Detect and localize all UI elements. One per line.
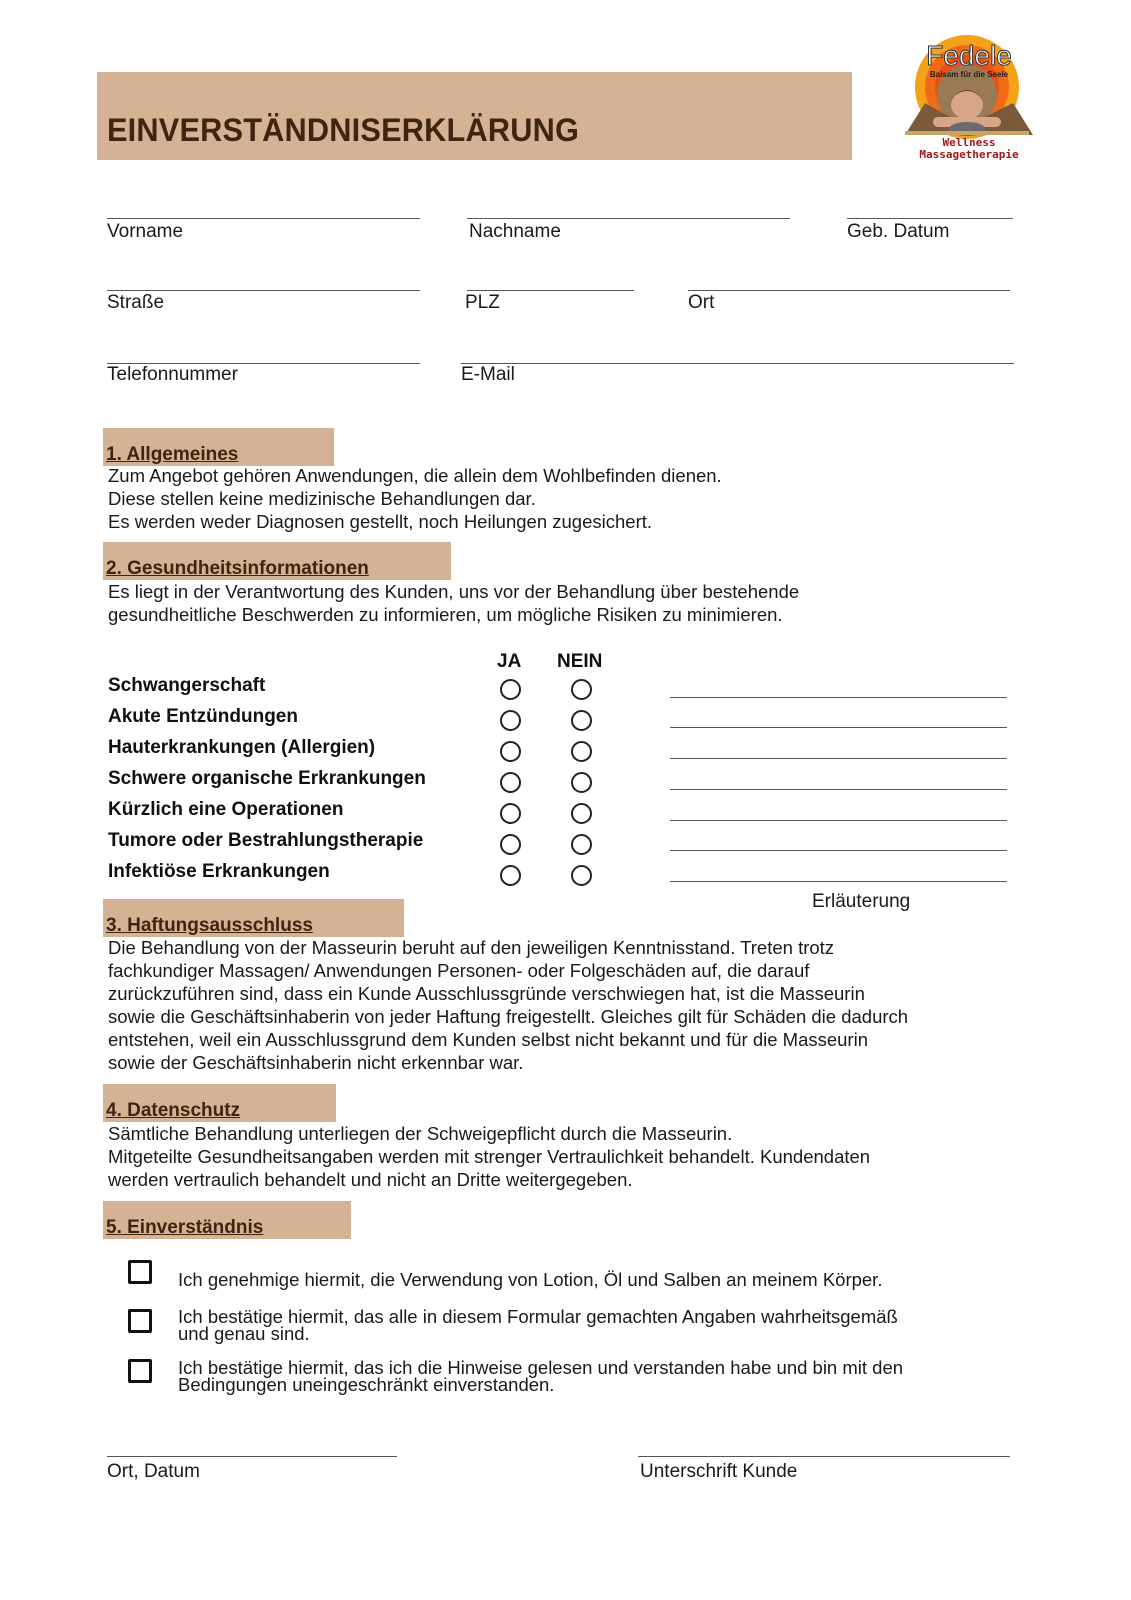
- radio-yes[interactable]: [500, 741, 521, 762]
- birthdate-label: Geb. Datum: [847, 221, 950, 242]
- text-line: Ich bestätige hiermit, das alle in diesem Formular gemachten Angaben wahrheitsgemäß: [178, 1306, 898, 1327]
- text-line: Diese stellen keine medizinische Behandlungen dar.: [108, 488, 536, 509]
- radio-no[interactable]: [571, 679, 592, 700]
- svg-text:Wellness: Wellness: [942, 136, 996, 149]
- logo-graphic-icon: [905, 25, 1035, 165]
- explanation-field[interactable]: [670, 881, 1007, 882]
- radio-yes[interactable]: [500, 803, 521, 824]
- section-heading-text: 4. Datenschutz: [106, 1100, 241, 1121]
- explanation-field[interactable]: [670, 727, 1007, 728]
- text-line: sowie die Geschäftsinhaberin von jeder Haftung freigestellt. Gleiches gilt für Schäden die dadurch: [108, 1006, 909, 1027]
- section-heading-einverstaendnis: [103, 1201, 351, 1239]
- zip-label: PLZ: [465, 292, 500, 313]
- explanation-field[interactable]: [670, 820, 1007, 821]
- section-heading-text: 2. Gesundheitsinformationen: [106, 558, 369, 579]
- page-title: EINVERSTÄNDNISERKLÄRUNG: [107, 112, 580, 148]
- consent-text: [178, 1308, 898, 1342]
- text-line: werden vertraulich behandelt und nicht an Dritte weitergegeben.: [108, 1169, 633, 1190]
- text-line: Bedingungen uneingeschränkt einverstanden.: [178, 1374, 555, 1395]
- text-line: Ich genehmige hiermit, die Verwendung von Lotion, Öl und Salben an meinem Körper.: [178, 1269, 883, 1290]
- column-header-ja: JA: [497, 651, 522, 672]
- svg-text:Fedele: Fedele: [926, 40, 1012, 71]
- explanation-field[interactable]: [670, 697, 1007, 698]
- text-line: zurückzuführen sind, dass ein Kunde Ausschlussgründe verschwiegen hat, ist die Masseurin: [108, 983, 865, 1004]
- radio-no[interactable]: [571, 803, 592, 824]
- text-line: Ich bestätige hiermit, das ich die Hinweise gelesen und verstanden habe und bin mit den: [178, 1357, 904, 1378]
- text-line: sowie der Geschäftsinhaberin nicht erkennbar war.: [108, 1052, 524, 1073]
- radio-no[interactable]: [571, 741, 592, 762]
- email-field[interactable]: [461, 363, 1014, 364]
- street-label: Straße: [107, 292, 165, 313]
- consent-text: [178, 1271, 882, 1288]
- text-line: Die Behandlung von der Masseurin beruht auf den jeweiligen Kenntnisstand. Treten trotz: [108, 937, 835, 958]
- question-label: Hauterkrankungen (Allergien): [108, 737, 376, 758]
- radio-yes[interactable]: [500, 834, 521, 855]
- text-line: Es werden weder Diagnosen gestellt, noch Heilungen zugesichert.: [108, 511, 653, 532]
- firstname-field[interactable]: [107, 218, 420, 219]
- text-line: Sämtliche Behandlung unterliegen der Schweigepflicht durch die Masseurin.: [108, 1123, 733, 1144]
- text-line: und genau sind.: [178, 1323, 310, 1344]
- explanation-field[interactable]: [670, 789, 1007, 790]
- phone-label: Telefonnummer: [107, 364, 238, 385]
- section-body-haftung: [108, 936, 908, 1074]
- email-label: E-Mail: [461, 364, 515, 385]
- text-line: fachkundiger Massagen/ Anwendungen Personen- oder Folgeschäden auf, die darauf: [108, 960, 810, 981]
- text-line: Es liegt in der Verantwortung des Kunden, uns vor der Behandlung über bestehende: [108, 581, 800, 602]
- radio-yes[interactable]: [500, 710, 521, 731]
- consent-text: [178, 1359, 903, 1393]
- question-label: Kürzlich eine Operationen: [108, 799, 344, 820]
- svg-text:Balsam für die Seele: Balsam für die Seele: [929, 70, 1009, 79]
- column-header-nein: NEIN: [557, 651, 603, 672]
- section-heading-datenschutz: [103, 1084, 336, 1122]
- radio-no[interactable]: [571, 772, 592, 793]
- consent-checkbox-truthful[interactable]: [128, 1309, 152, 1333]
- section-body-datenschutz: [108, 1122, 870, 1191]
- signature-label: Unterschrift Kunde: [640, 1461, 798, 1482]
- section-heading-text: 3. Haftungsausschluss: [106, 915, 313, 936]
- city-label: Ort: [688, 292, 715, 313]
- radio-yes[interactable]: [500, 772, 521, 793]
- question-label: Infektiöse Erkrankungen: [108, 861, 330, 882]
- explanation-field[interactable]: [670, 850, 1007, 851]
- firstname-label: Vorname: [107, 221, 184, 242]
- radio-yes[interactable]: [500, 865, 521, 886]
- place-date-field[interactable]: [107, 1456, 397, 1457]
- zip-field[interactable]: [467, 290, 634, 291]
- lastname-field[interactable]: [467, 218, 790, 219]
- question-label: Schwangerschaft: [108, 675, 266, 696]
- explanation-label: Erläuterung: [812, 891, 911, 912]
- svg-text:Massagetherapie: Massagetherapie: [919, 148, 1019, 161]
- city-field[interactable]: [688, 290, 1010, 291]
- section-heading-gesundheit: [103, 542, 451, 580]
- radio-no[interactable]: [571, 710, 592, 731]
- text-line: Zum Angebot gehören Anwendungen, die allein dem Wohlbefinden dienen.: [108, 465, 722, 486]
- place-date-label: Ort, Datum: [107, 1461, 200, 1482]
- text-line: Mitgeteilte Gesundheitsangaben werden mit strenger Vertraulichkeit behandelt. Kundendaten: [108, 1146, 871, 1167]
- text-line: gesundheitliche Beschwerden zu informieren, um mögliche Risiken zu minimieren.: [108, 604, 783, 625]
- text-line: entstehen, weil ein Ausschlussgrund dem Kunden selbst nicht bekannt und für die Masseurin: [108, 1029, 868, 1050]
- question-label: Tumore oder Bestrahlungstherapie: [108, 830, 424, 851]
- question-label: Akute Entzündungen: [108, 706, 298, 727]
- radio-no[interactable]: [571, 834, 592, 855]
- signature-field[interactable]: [638, 1456, 1010, 1457]
- street-field[interactable]: [107, 290, 420, 291]
- section-heading-text: 5. Einverständnis: [106, 1217, 264, 1238]
- section-heading-allgemeines: [103, 428, 334, 466]
- birthdate-field[interactable]: [847, 218, 1013, 219]
- radio-no[interactable]: [571, 865, 592, 886]
- consent-checkbox-agree[interactable]: [128, 1359, 152, 1383]
- lastname-label: Nachname: [469, 221, 561, 242]
- radio-yes[interactable]: [500, 679, 521, 700]
- consent-checkbox-lotion[interactable]: [128, 1260, 152, 1284]
- section-heading-haftung: [103, 899, 404, 937]
- section-body-allgemeines: [108, 464, 722, 533]
- question-label: Schwere organische Erkrankungen: [108, 768, 426, 789]
- section-body-gesundheit: [108, 580, 799, 626]
- section-heading-text: 1. Allgemeines: [106, 444, 239, 465]
- explanation-field[interactable]: [670, 758, 1007, 759]
- title-banner: [97, 72, 852, 160]
- company-logo: [905, 25, 1035, 165]
